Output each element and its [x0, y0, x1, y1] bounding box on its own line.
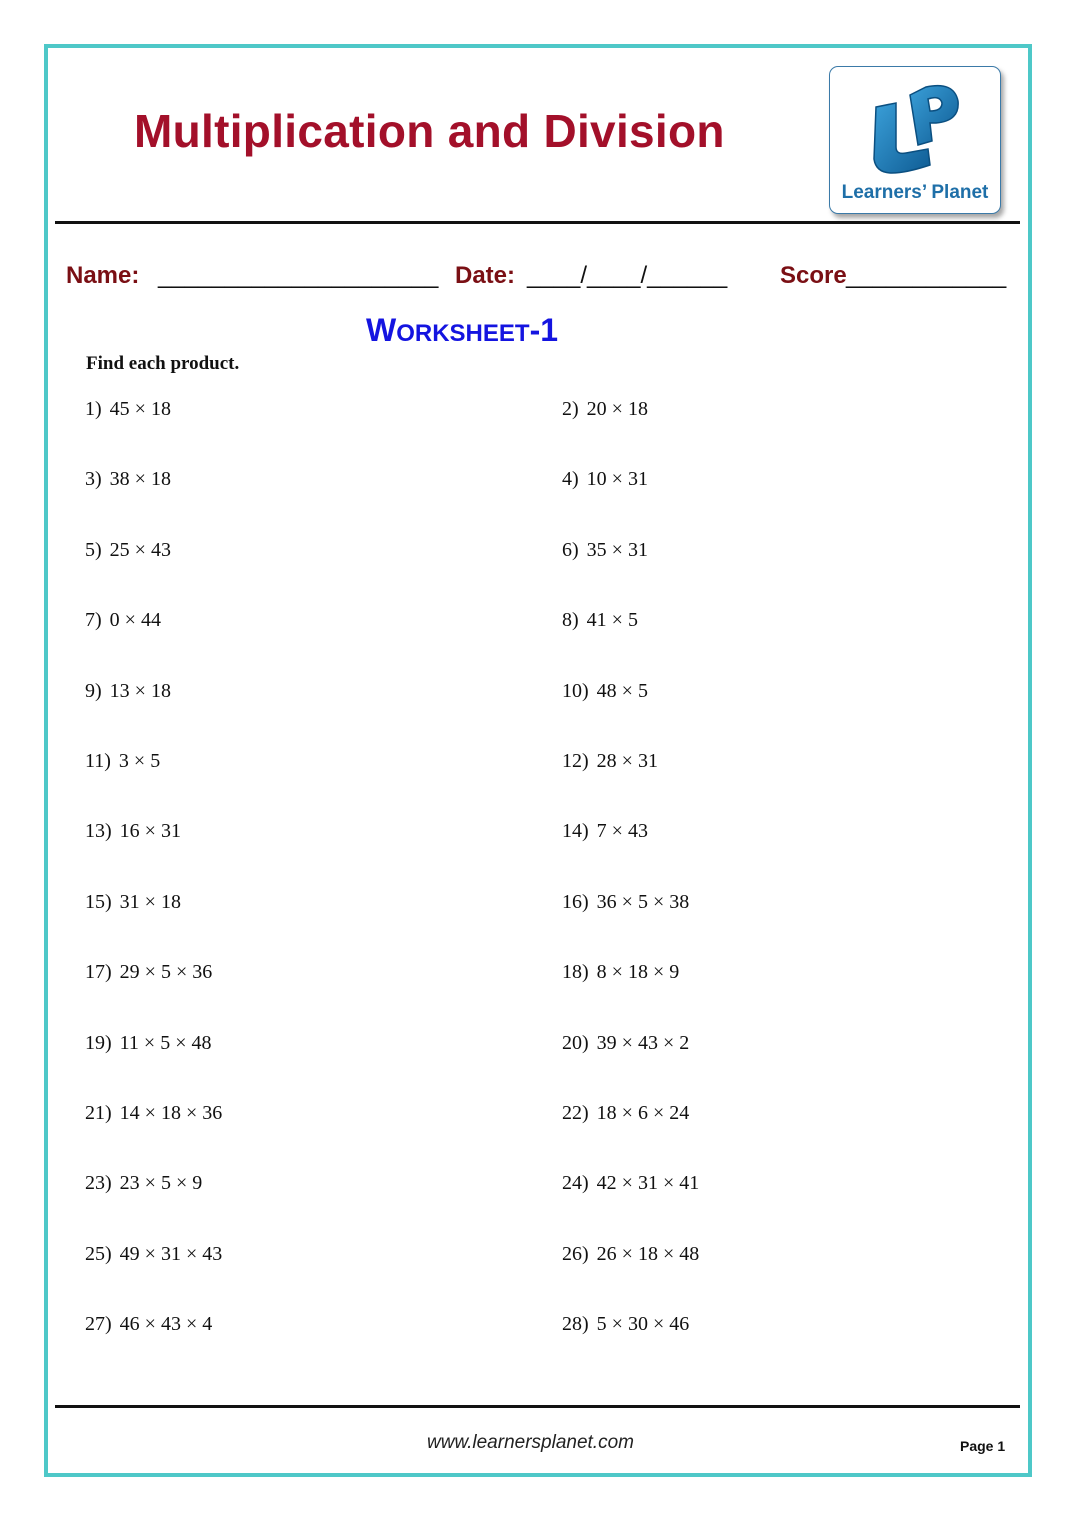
problem-item	[562, 398, 648, 421]
problem-item	[85, 468, 171, 491]
problem-item	[85, 609, 161, 632]
instructions: Find each product.	[86, 353, 240, 374]
problem-number: 3)	[85, 468, 102, 491]
student-info-row	[0, 262, 1075, 298]
problem-item	[562, 680, 648, 703]
problem-item	[85, 1032, 212, 1055]
score-label: Score	[780, 262, 847, 289]
problem-item	[562, 1243, 699, 1266]
problem-number: 17)	[85, 961, 112, 984]
problem-number: 12)	[562, 750, 589, 772]
problem-expression: 5 × 30 × 46	[596, 1313, 690, 1336]
worksheet-title	[366, 312, 558, 349]
problem-item	[562, 539, 648, 562]
problem-item	[85, 1172, 202, 1195]
date-field[interactable]: ____/____/______	[527, 262, 728, 289]
footer-url[interactable]: www.learnersplanet.com	[427, 1432, 634, 1453]
problem-expression: 7 × 43	[596, 820, 648, 843]
problem-expression: 39 × 43 × 2	[596, 1031, 690, 1054]
problem-item	[562, 1172, 699, 1195]
problem-expression: 25 × 43	[109, 538, 171, 561]
problem-number: 7)	[85, 609, 102, 632]
problem-item	[85, 1313, 212, 1336]
problem-expression: 16 × 31	[119, 820, 181, 843]
problem-item	[562, 609, 638, 632]
problem-item	[562, 1102, 689, 1125]
problem-number: 20)	[562, 1031, 589, 1054]
problem-number: 16)	[562, 890, 589, 913]
problem-number: 9)	[85, 679, 102, 702]
problem-expression: 13 × 18	[109, 679, 171, 702]
problem-expression: 0 × 44	[109, 609, 161, 632]
problem-number: 21)	[85, 1102, 112, 1124]
problem-expression: 10 × 31	[586, 468, 648, 491]
problem-number: 27)	[85, 1313, 112, 1336]
problem-expression: 49 × 31 × 43	[119, 1242, 223, 1265]
score-field[interactable]: ____________	[846, 262, 1007, 289]
problem-expression: 20 × 18	[586, 398, 648, 420]
learners-planet-logo	[829, 66, 1001, 214]
problem-number: 19)	[85, 1031, 112, 1054]
problem-number: 5)	[85, 538, 102, 561]
worksheet-title-initial: W	[366, 312, 397, 348]
problem-number: 18)	[562, 961, 589, 984]
problem-number: 26)	[562, 1242, 589, 1265]
problem-item	[562, 1313, 689, 1336]
problem-number: 1)	[85, 398, 102, 420]
problem-expression: 45 × 18	[109, 398, 171, 420]
problem-item	[562, 1032, 689, 1055]
problem-expression: 46 × 43 × 4	[119, 1313, 213, 1336]
problem-expression: 8 × 18 × 9	[596, 961, 680, 984]
problem-item	[562, 750, 658, 773]
problem-expression: 35 × 31	[586, 538, 648, 561]
problem-item	[562, 468, 648, 491]
problem-item	[85, 539, 171, 562]
problem-item	[562, 961, 679, 984]
problem-expression: 29 × 5 × 36	[119, 961, 213, 984]
problem-number: 23)	[85, 1172, 112, 1195]
problem-expression: 18 × 6 × 24	[596, 1102, 690, 1124]
problem-item	[85, 1243, 222, 1266]
problem-number: 4)	[562, 468, 579, 491]
problem-number: 25)	[85, 1242, 112, 1265]
problem-item	[85, 961, 212, 984]
problem-expression: 28 × 31	[596, 750, 658, 772]
problem-number: 6)	[562, 538, 579, 561]
lp-logo-icon	[866, 77, 966, 179]
worksheet-title-rest: ORKSHEET	[396, 320, 530, 347]
logo-text: Learners’ Planet	[841, 182, 989, 203]
problem-expression: 23 × 5 × 9	[119, 1172, 203, 1195]
problem-expression: 11 × 5 × 48	[119, 1031, 212, 1054]
footer-divider	[55, 1405, 1020, 1408]
problem-expression: 31 × 18	[119, 890, 181, 913]
problem-number: 10)	[562, 679, 589, 702]
problem-expression: 3 × 5	[118, 750, 161, 772]
date-label: Date:	[455, 262, 516, 289]
problem-number: 13)	[85, 820, 112, 843]
problem-item	[85, 891, 181, 914]
problem-number: 8)	[562, 609, 579, 632]
worksheet-title-number: -1	[529, 312, 559, 348]
page-number: Page 1	[960, 1438, 1006, 1454]
name-field[interactable]: _____________________	[158, 262, 439, 289]
problem-item	[85, 750, 160, 773]
header-divider	[55, 221, 1020, 224]
problem-item	[562, 891, 689, 914]
problem-expression: 42 × 31 × 41	[596, 1172, 700, 1195]
problem-number: 11)	[85, 750, 111, 772]
problem-number: 22)	[562, 1102, 589, 1124]
problem-number: 28)	[562, 1313, 589, 1336]
problem-number: 2)	[562, 398, 579, 420]
problem-expression: 26 × 18 × 48	[596, 1242, 700, 1265]
problem-item	[85, 820, 181, 843]
problem-expression: 14 × 18 × 36	[119, 1102, 223, 1124]
problem-item	[85, 398, 171, 421]
problem-number: 14)	[562, 820, 589, 843]
problem-expression: 38 × 18	[109, 468, 171, 491]
problem-item	[85, 1102, 222, 1125]
name-label: Name:	[66, 262, 140, 289]
problem-expression: 48 × 5	[596, 679, 648, 702]
problem-item	[85, 680, 171, 703]
problem-number: 15)	[85, 890, 112, 913]
problem-expression: 41 × 5	[586, 609, 638, 632]
problem-number: 24)	[562, 1172, 589, 1195]
problem-item	[562, 820, 648, 843]
problem-expression: 36 × 5 × 38	[596, 890, 690, 913]
page-title: Multiplication and Division	[134, 105, 725, 157]
